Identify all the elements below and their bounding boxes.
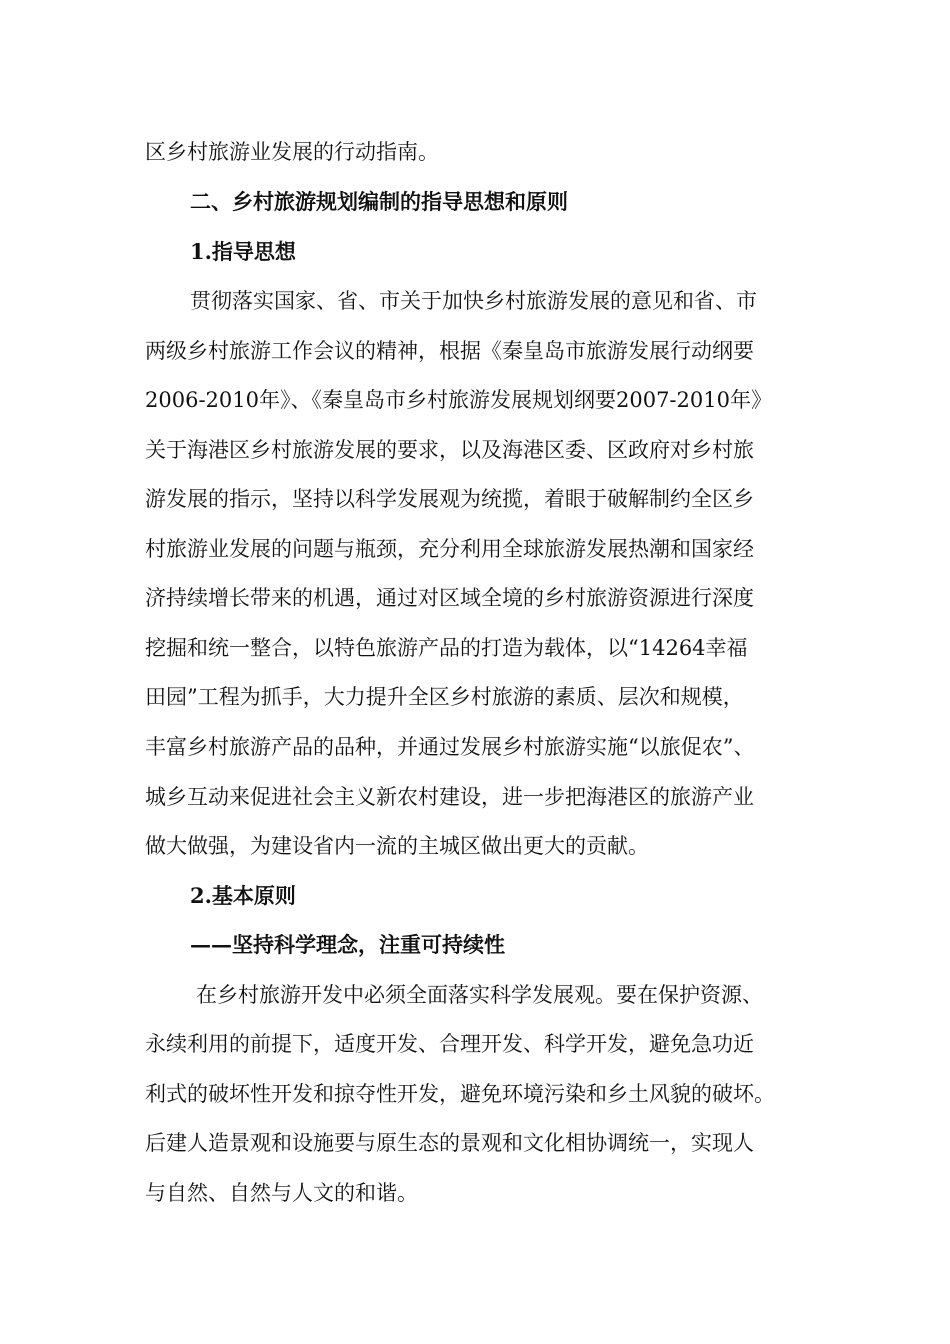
paragraph-line: 永续利用的前提下，适度开发、合理开发、科学开发，避免急功近 bbox=[145, 1032, 754, 1056]
paragraph-line: 济持续增长带来的机遇，通过对区域全境的乡村旅游资源进行深度 bbox=[145, 586, 754, 610]
paragraph-line: 2006-2010年》、《秦皇岛市乡村旅游发展规划纲要2007-2010年》 bbox=[145, 388, 772, 412]
paragraph-line: 城乡互动来促进社会主义新农村建设，进一步把海港区的旅游产业 bbox=[145, 785, 754, 809]
subsection-heading: 2.基本原则 bbox=[190, 883, 296, 908]
paragraph-line: 关于海港区乡村旅游发展的要求，以及海港区委、区政府对乡村旅 bbox=[145, 438, 754, 462]
principle-heading: ——坚持科学理念，注重可持续性 bbox=[190, 932, 505, 957]
paragraph-line: 做大做强，为建设省内一流的主城区做出更大的贡献。 bbox=[145, 834, 649, 858]
paragraph-line: 两级乡村旅游工作会议的精神，根据《秦皇岛市旅游发展行动纲要 bbox=[145, 339, 754, 363]
paragraph-line: 在乡村旅游开发中必须全面落实科学发展观。要在保护资源、 bbox=[196, 983, 763, 1007]
paragraph-line: 与自然、自然与人文的和谐。 bbox=[145, 1181, 418, 1205]
paragraph-line: 后建人造景观和设施要与原生态的景观和文化相协调统一，实现人 bbox=[145, 1131, 754, 1155]
section-heading: 二、乡村旅游规划编制的指导思想和原则 bbox=[190, 189, 568, 214]
subsection-heading: 1.指导思想 bbox=[190, 239, 296, 264]
paragraph-line: 游发展的指示，坚持以科学发展观为统揽，着眼于破解制约全区乡 bbox=[145, 487, 754, 511]
paragraph-line: 挖掘和统一整合，以特色旅游产品的打造为载体，以“14264幸福 bbox=[145, 636, 748, 660]
paragraph-line: 贯彻落实国家、省、市关于加快乡村旅游发展的意见和省、市 bbox=[190, 289, 757, 313]
paragraph-line: 田园”工程为抓手，大力提升全区乡村旅游的素质、层次和规模， bbox=[145, 685, 744, 709]
paragraph-line: 利式的破坏性开发和掠夺性开发，避免环境污染和乡土风貌的破坏。 bbox=[145, 1082, 775, 1106]
paragraph-line: 区乡村旅游业发展的行动指南。 bbox=[145, 140, 439, 164]
paragraph-line: 丰富乡村旅游产品的品种，并通过发展乡村旅游实施“以旅促农”、 bbox=[145, 735, 755, 759]
paragraph-line: 村旅游业发展的问题与瓶颈，充分利用全球旅游发展热潮和国家经 bbox=[145, 537, 754, 561]
